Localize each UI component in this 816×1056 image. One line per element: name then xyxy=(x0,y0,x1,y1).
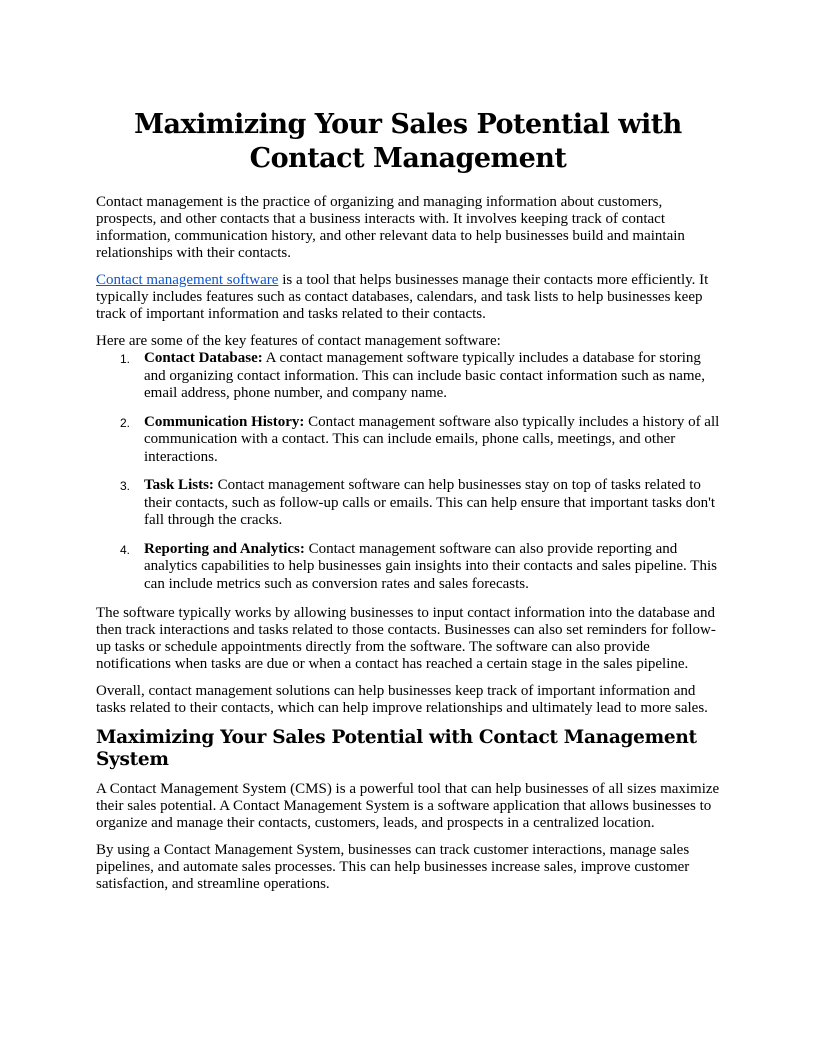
intro-paragraph: Contact management is the practice of organizing and managing information about customers, prospects, and other contacts that a business interacts with. It involves keeping track of contact information, communication history, and other relevant data to help businesses build and maintain relationships with their contacts. xyxy=(96,194,685,261)
list-item xyxy=(96,350,720,403)
list-text: Contact management software also typically includes a history of all communication with a contact. This can include emails, phone calls, meetings, and other interactions. xyxy=(144,413,720,465)
list-term: Task Lists: xyxy=(144,477,214,493)
list-item xyxy=(96,541,720,594)
list-text: Contact management software can help businesses stay on top of tasks related to their contacts, such as follow-up calls or emails. This can help ensure that important tasks don't fall through the cracks. xyxy=(144,477,716,528)
workflow-paragraph: The software typically works by allowing businesses to input contact information into the database and then track interactions and tasks related to those contacts. Businesses can also set reminders for follow-up tasks or schedule appointments directly from the software. The software can also provide notifications when tasks are due or when a contact has reached a certain stage in the sales pipeline. xyxy=(96,605,716,672)
list-number: 3. xyxy=(120,479,131,493)
list-number: 1. xyxy=(120,352,131,366)
page-title: Maximizing Your Sales Potential with Contact Management xyxy=(134,109,682,174)
software-paragraph xyxy=(96,272,720,323)
cms-benefits-paragraph: By using a Contact Management System, businesses can track customer interactions, manage sales pipelines, and automate sales processes. This can help businesses increase sales, improve customer satisfaction, and streamline operations. xyxy=(96,842,690,892)
features-intro: Here are some of the key features of contact management software: xyxy=(96,333,501,349)
list-number: 2. xyxy=(120,415,131,430)
list-text: A contact management software typically includes a database for storing and organizing contact information. This can include basic contact information such as name, email address, phone number, and company name. xyxy=(144,350,705,401)
list-term: Communication History: xyxy=(144,413,305,430)
list-term: Reporting and Analytics: xyxy=(144,540,305,557)
cms-paragraph: A Contact Management System (CMS) is a powerful tool that can help businesses of all sizes maximize their sales potential. A Contact Management System is a software application that allows businesses to organize and manage their contacts, customers, leads, and prospects in a centralized location. xyxy=(96,781,720,831)
contact-management-software-link[interactable]: Contact management software xyxy=(96,272,279,288)
features-list xyxy=(96,350,720,593)
summary-paragraph: Overall, contact management solutions can help businesses keep track of important information and tasks related to their contacts, which can help improve relationships and ultimately lead to more sales. xyxy=(96,683,708,716)
list-item xyxy=(96,477,720,530)
list-item xyxy=(96,414,720,467)
section-heading: Maximizing Your Sales Potential with Contact Management System xyxy=(96,727,697,770)
software-paragraph-text: is a tool that helps businesses manage their contacts more efficiently. It typically includes features such as contact databases, calendars, and task lists to help businesses keep track of important information and tasks related to their contacts. xyxy=(96,272,709,322)
document-page xyxy=(96,108,720,903)
list-text: Contact management software can also provide reporting and analytics capabilities to help businesses gain insights into their contacts and sales pipeline. This can include metrics such as conversion rates and sales forecasts. xyxy=(144,540,717,592)
list-term: Contact Database: xyxy=(144,350,263,366)
list-number: 4. xyxy=(120,542,131,557)
